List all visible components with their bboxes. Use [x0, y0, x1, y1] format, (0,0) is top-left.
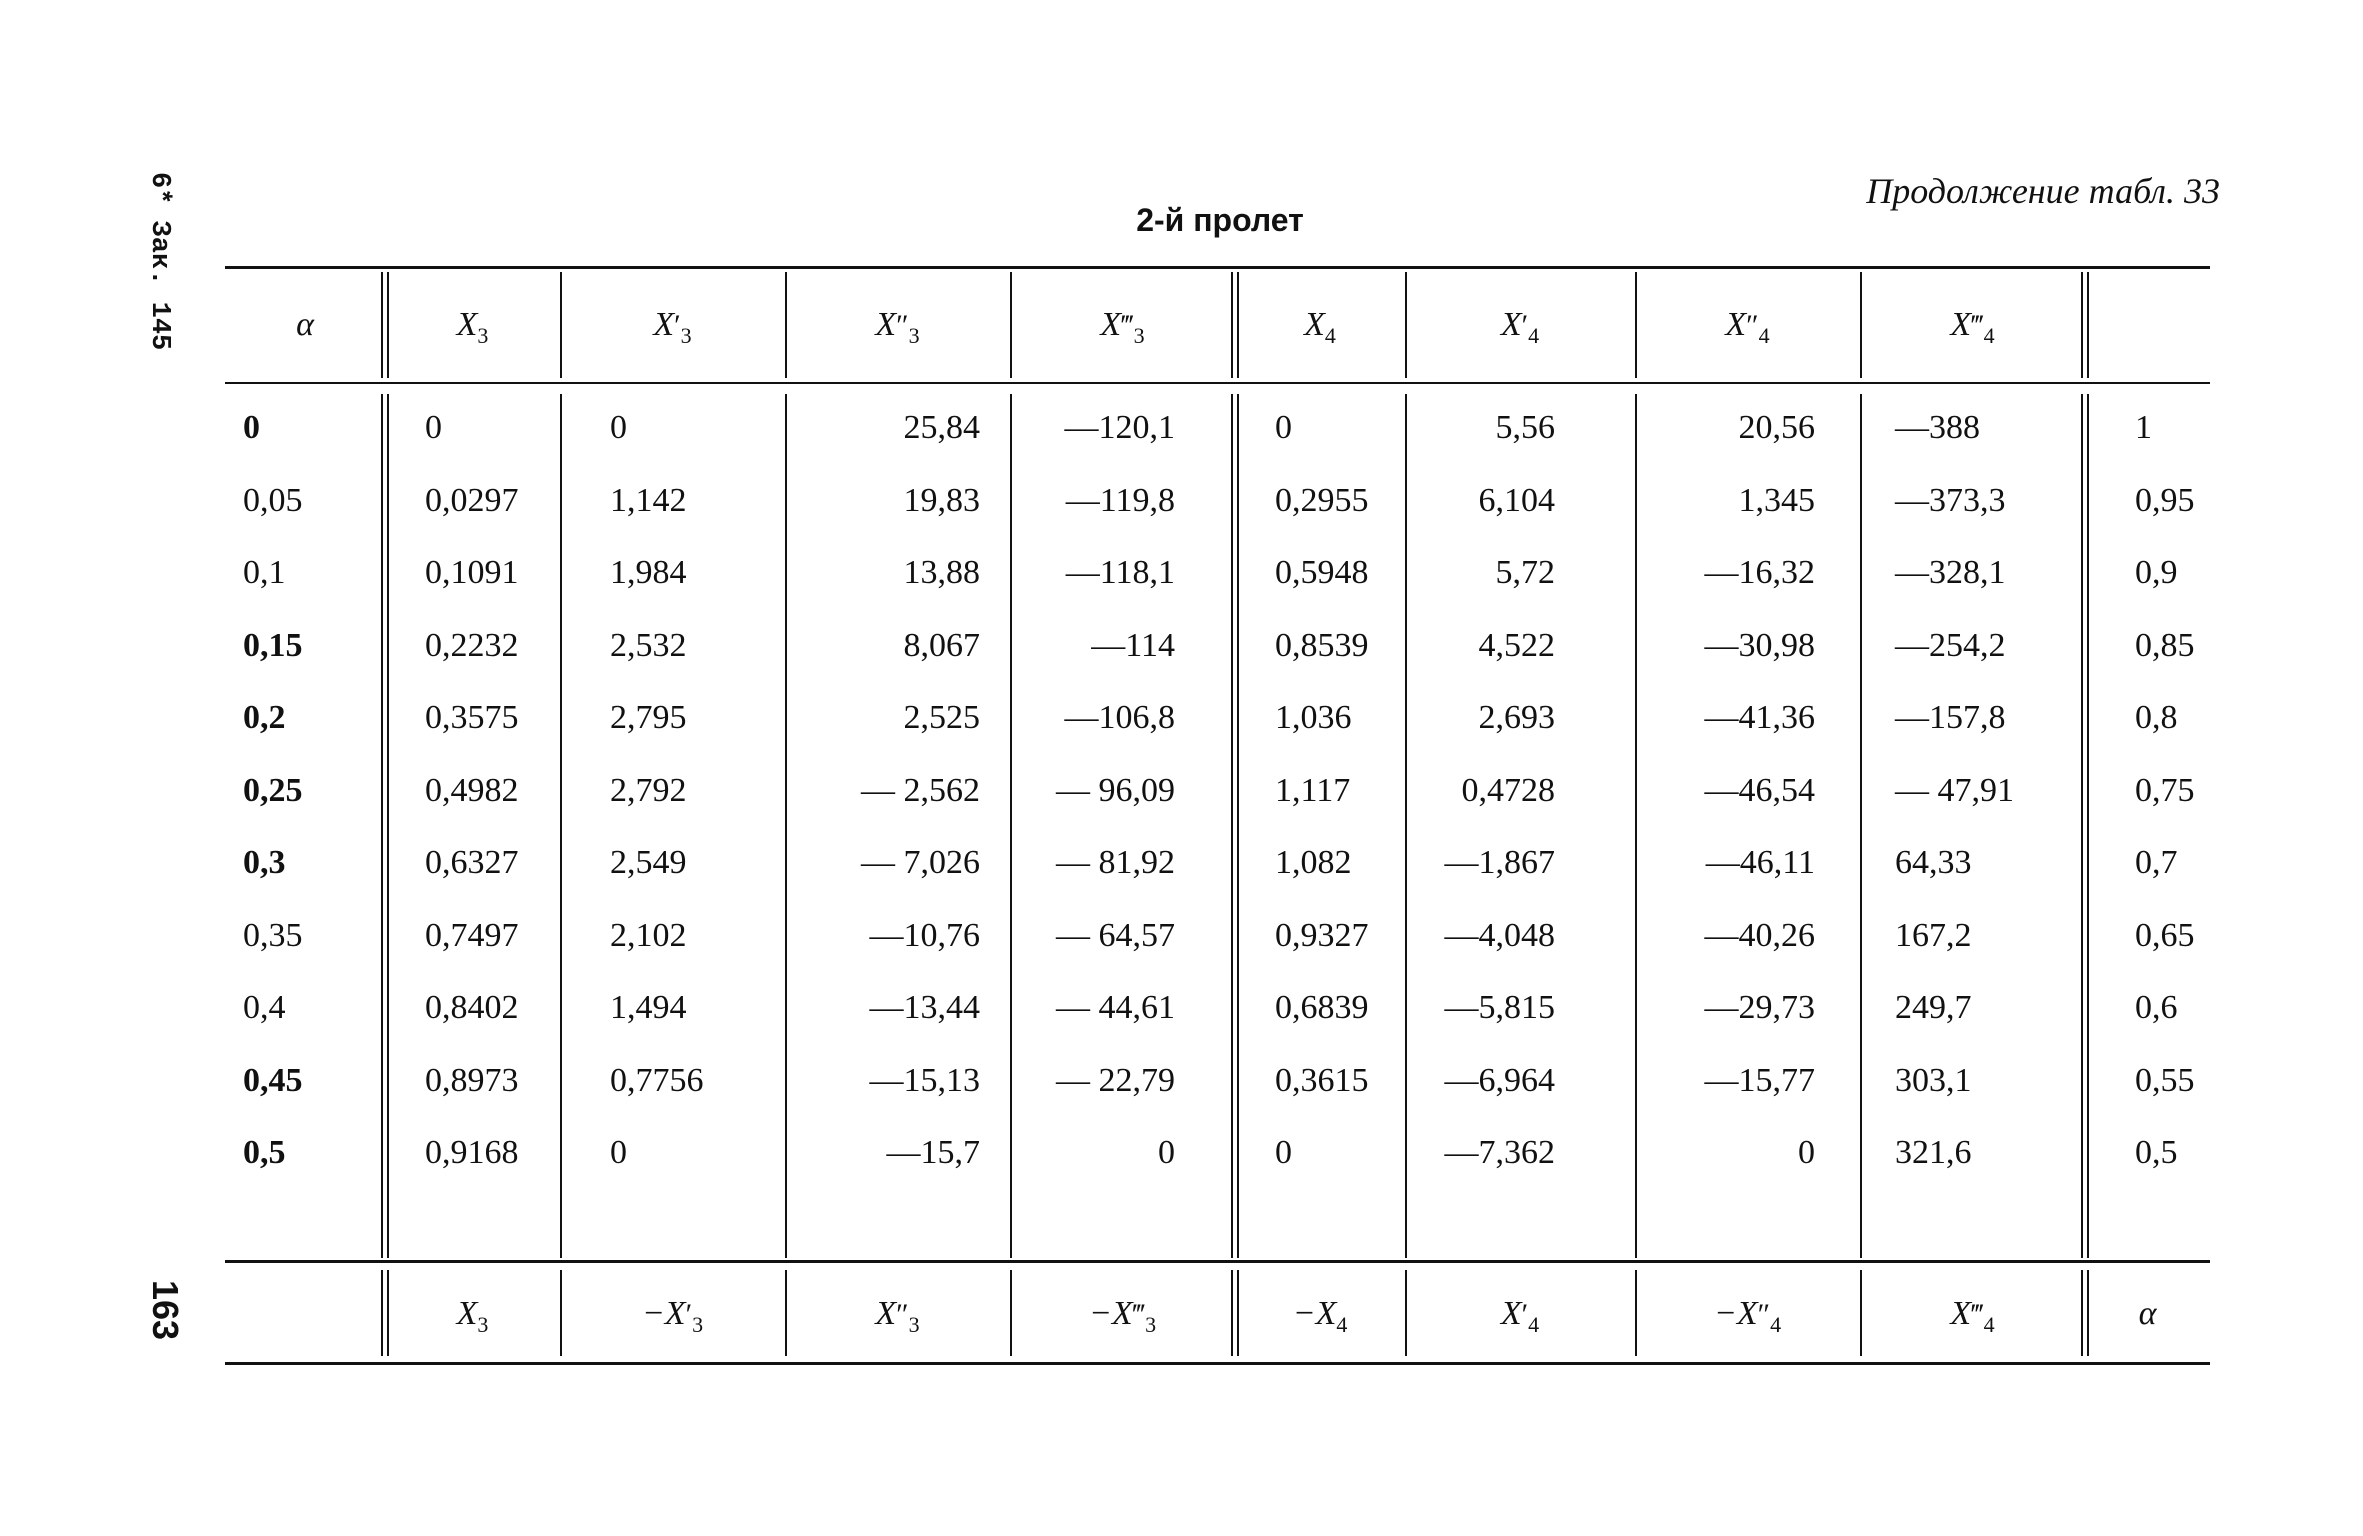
table-cell: 19,83	[903, 481, 980, 519]
header-subscript: 3	[477, 1311, 489, 1337]
header-subscript: 4	[1336, 1311, 1348, 1337]
top-header-cell	[385, 272, 560, 378]
header-prime: ″	[1746, 309, 1759, 342]
table-cell: — 64,57	[1056, 916, 1175, 954]
table-cell: 0,3575	[425, 699, 519, 736]
header-symbol: X	[1304, 306, 1325, 343]
top-header-cell	[1860, 272, 2085, 378]
table-cell: —373,3	[1895, 481, 2006, 519]
header-symbol: X	[1100, 306, 1122, 343]
top-header-cell	[225, 272, 385, 378]
table-cell: 64,33	[1895, 844, 1972, 881]
table-cell: — 44,61	[1056, 989, 1175, 1026]
table-cell: — 96,09	[1056, 771, 1175, 809]
table-cell: 0,1	[243, 554, 286, 591]
table-cell: 0,2	[243, 699, 286, 736]
header-symbol: −X	[1713, 1295, 1758, 1332]
table-cell: 0	[425, 409, 442, 446]
top-header-cell	[785, 272, 1010, 378]
table-cell: —254,2	[1895, 626, 2006, 664]
table-cell: 1,345	[1738, 481, 1815, 519]
bottom-header-cell	[2085, 1270, 2210, 1358]
table-cell: 0,8402	[425, 989, 519, 1026]
header-symbol: X	[1950, 306, 1972, 343]
header-symbol: X	[456, 306, 478, 343]
header-subscript: 3	[1145, 1311, 1157, 1337]
table-cell: 0,0297	[425, 481, 519, 519]
table-cell: 0,3615	[1275, 1061, 1369, 1099]
header-prime: ′	[674, 309, 681, 342]
table-cell: 0,7	[2135, 844, 2178, 881]
table-cell: 0,6327	[425, 844, 519, 881]
table-cell: —120,1	[1064, 409, 1175, 446]
table-cell: 0,6	[2135, 989, 2178, 1026]
table-cell: 0,7756	[610, 1061, 704, 1099]
header-symbol: X	[1500, 306, 1522, 343]
table-cell: 0,5	[2135, 1134, 2178, 1171]
header-prime: ″	[1757, 1298, 1771, 1331]
header-symbol: −X	[1292, 1295, 1337, 1332]
bottom-header-cell	[1010, 1270, 1235, 1358]
table-cell: —328,1	[1895, 554, 2006, 591]
table-cell: 2,792	[610, 771, 687, 809]
bottom-header-cell	[1235, 1270, 1405, 1358]
header-subscript: 3	[1133, 322, 1145, 348]
header-prime: ‴	[1132, 1298, 1146, 1331]
table-cell: 2,693	[1478, 699, 1555, 736]
header-prime: ‴	[1971, 1298, 1984, 1331]
table-cell: 0,4982	[425, 771, 519, 809]
table-cell: 5,72	[1495, 554, 1555, 591]
table-cell: —46,11	[1705, 844, 1815, 881]
table-cell: 0,7497	[425, 916, 519, 954]
table-cell: —119,8	[1065, 481, 1175, 519]
header-symbol: X	[875, 306, 897, 343]
footer-top-rule	[225, 1260, 2210, 1263]
table-cell: 0,15	[243, 626, 303, 664]
table-cell: —118,1	[1065, 554, 1175, 591]
table-cell: 0,9327	[1275, 916, 1369, 954]
table-cell: —40,26	[1704, 916, 1815, 954]
table-cell: 0,75	[2135, 771, 2195, 809]
header-subscript: 3	[680, 322, 692, 348]
table-cell: 4,522	[1478, 626, 1555, 664]
header-subscript: 3	[908, 1311, 920, 1337]
page-number	[146, 1280, 196, 1370]
header-prime: ′	[1521, 309, 1529, 342]
table-cell: 0,5	[243, 1134, 286, 1171]
table-cell: 249,7	[1895, 989, 1972, 1026]
header-symbol: X	[456, 1295, 478, 1332]
table-cell: — 22,79	[1056, 1061, 1175, 1099]
header-subscript: 4	[1324, 322, 1336, 348]
table-cell: — 47,91	[1895, 771, 2014, 809]
bottom-header-cell	[1860, 1270, 2085, 1358]
table-cell: —7,362	[1444, 1134, 1555, 1171]
table-cell: 321,6	[1895, 1134, 1972, 1171]
top-header-cell	[1010, 272, 1235, 378]
table-cell: —46,54	[1704, 771, 1815, 809]
table-cell: 20,56	[1738, 409, 1815, 446]
page-number-text: 163	[145, 1280, 186, 1341]
table-cell: —15,77	[1704, 1061, 1815, 1099]
header-subscript: 4	[1528, 1311, 1540, 1337]
table-cell: —114	[1091, 626, 1175, 664]
header-subscript: 4	[1770, 1311, 1782, 1337]
table-cell: 0	[1798, 1134, 1815, 1171]
header-subscript: 4	[1983, 1311, 1995, 1337]
table-cell: 0	[1275, 1134, 1292, 1171]
section-title: 2-й пролет	[1136, 202, 1304, 238]
bottom-header-cell	[385, 1270, 560, 1358]
table-cell: —1,867	[1444, 844, 1555, 881]
header-prime: ‴	[1121, 309, 1134, 342]
header-symbol: −X	[641, 1295, 686, 1332]
table-cell: 2,532	[610, 626, 687, 664]
table-cell: 0	[243, 409, 260, 446]
table-cell: 0,2232	[425, 626, 519, 664]
table-cell: 0	[1158, 1134, 1175, 1171]
table-cell: 0,25	[243, 771, 303, 809]
table-cell: —41,36	[1704, 699, 1815, 736]
table-cell: 0,85	[2135, 626, 2195, 664]
table-cell: —5,815	[1444, 989, 1555, 1026]
bottom-header-cell	[1635, 1270, 1860, 1358]
table-cell: —157,8	[1895, 699, 2006, 736]
table-cell: 2,525	[903, 699, 980, 736]
table-cell: 0,9	[2135, 554, 2178, 591]
top-header-cell	[2085, 272, 2210, 378]
table-cell: — 81,92	[1056, 844, 1175, 881]
table-cell: 0,95	[2135, 481, 2195, 519]
table-cell: —10,76	[869, 916, 980, 954]
table-cell: 0	[610, 1134, 627, 1171]
table-cell: —388	[1895, 409, 1980, 446]
table-cell: 2,795	[610, 699, 687, 736]
header-symbol: X	[1500, 1295, 1522, 1332]
table-cell: 0,45	[243, 1061, 303, 1099]
table-top-rule	[225, 266, 2210, 269]
table-bottom-rule	[225, 1362, 2210, 1365]
header-symbol: −X	[1088, 1295, 1133, 1332]
table-cell: 0,8973	[425, 1061, 519, 1099]
table-cell: — 7,026	[861, 844, 980, 881]
table-cell: —29,73	[1704, 989, 1815, 1026]
header-prime: ″	[896, 309, 909, 342]
table-continuation-label: Продолжение табл. 33	[1866, 171, 2220, 211]
bottom-header-cell	[1405, 1270, 1635, 1358]
table-cell: 1,036	[1275, 699, 1352, 736]
table-cell: 0,8	[2135, 699, 2178, 736]
table-cell: 25,84	[903, 409, 980, 446]
header-prime: ″	[896, 1298, 909, 1331]
table-cell: 1,117	[1275, 771, 1351, 809]
table-cell: 0	[1275, 409, 1292, 446]
table-cell: 0,55	[2135, 1061, 2195, 1099]
header-subscript: 4	[1758, 322, 1770, 348]
table-cell: 0,35	[243, 916, 303, 954]
table-cell: 0,05	[243, 481, 303, 519]
header-subscript: 4	[1983, 322, 1995, 348]
table-cell: —106,8	[1064, 699, 1175, 736]
top-header-cell	[560, 272, 785, 378]
table-cell: 1	[2135, 409, 2152, 446]
table-cell: 0	[610, 409, 627, 446]
table-cell: 1,494	[610, 989, 687, 1026]
header-symbol: X	[875, 1295, 897, 1332]
table-cell: 1,082	[1275, 844, 1352, 881]
header-symbol: X	[653, 306, 675, 343]
table-cell: 2,102	[610, 916, 687, 954]
header-prime: ′	[1521, 1298, 1529, 1331]
header-subscript: 3	[477, 322, 489, 348]
header-bottom-rule	[225, 382, 2210, 384]
print-order-text: 6* Зак. 145	[144, 172, 174, 351]
table-cell: 0,6839	[1275, 989, 1369, 1026]
bottom-header-cell	[560, 1270, 785, 1358]
table-cell: 0,4	[243, 989, 286, 1026]
table-cell: —15,13	[869, 1061, 980, 1099]
header-symbol: α	[2138, 1295, 2157, 1332]
header-symbol: X	[1725, 306, 1747, 343]
table-cell: 0,9168	[425, 1134, 519, 1171]
top-header-cell	[1235, 272, 1405, 378]
header-symbol: X	[1950, 1295, 1972, 1332]
top-header-cell	[1635, 272, 1860, 378]
table-cell: —13,44	[869, 989, 980, 1026]
table-cell: 0,4728	[1461, 771, 1555, 809]
table-cell: 0,3	[243, 844, 286, 881]
table-cell: 5,56	[1495, 409, 1555, 446]
table-cell: 0,1091	[425, 554, 519, 591]
table-cell: 0,5948	[1275, 554, 1369, 591]
table-cell: 13,88	[903, 554, 980, 591]
header-prime: ′	[685, 1298, 693, 1331]
header-prime: ‴	[1971, 309, 1984, 342]
table-cell: —6,964	[1444, 1061, 1555, 1099]
table-cell: 1,984	[610, 554, 687, 591]
table-cell: 0,65	[2135, 916, 2195, 954]
table-cell: 2,549	[610, 844, 687, 881]
table-cell: 1,142	[610, 481, 687, 519]
header-subscript: 3	[908, 322, 920, 348]
table-cell: — 2,562	[861, 771, 980, 809]
table-cell: —4,048	[1444, 916, 1555, 954]
table-cell: 0,8539	[1275, 626, 1369, 664]
bottom-header-cell	[225, 1270, 385, 1358]
header-symbol: α	[296, 306, 314, 343]
header-subscript: 4	[1528, 322, 1540, 348]
bottom-header-cell	[785, 1270, 1010, 1358]
table-cell: —16,32	[1704, 554, 1815, 591]
table-cell: —30,98	[1704, 626, 1815, 664]
table-cell: —15,7	[886, 1134, 980, 1171]
top-header-cell	[1405, 272, 1635, 378]
table-cell: 167,2	[1895, 916, 1972, 954]
table-cell: 6,104	[1478, 481, 1555, 519]
table-cell: 0,2955	[1275, 481, 1369, 519]
header-subscript: 3	[692, 1311, 704, 1337]
table-cell: 8,067	[903, 626, 980, 664]
table-cell: 303,1	[1895, 1061, 1972, 1099]
data-table	[225, 266, 2210, 1366]
